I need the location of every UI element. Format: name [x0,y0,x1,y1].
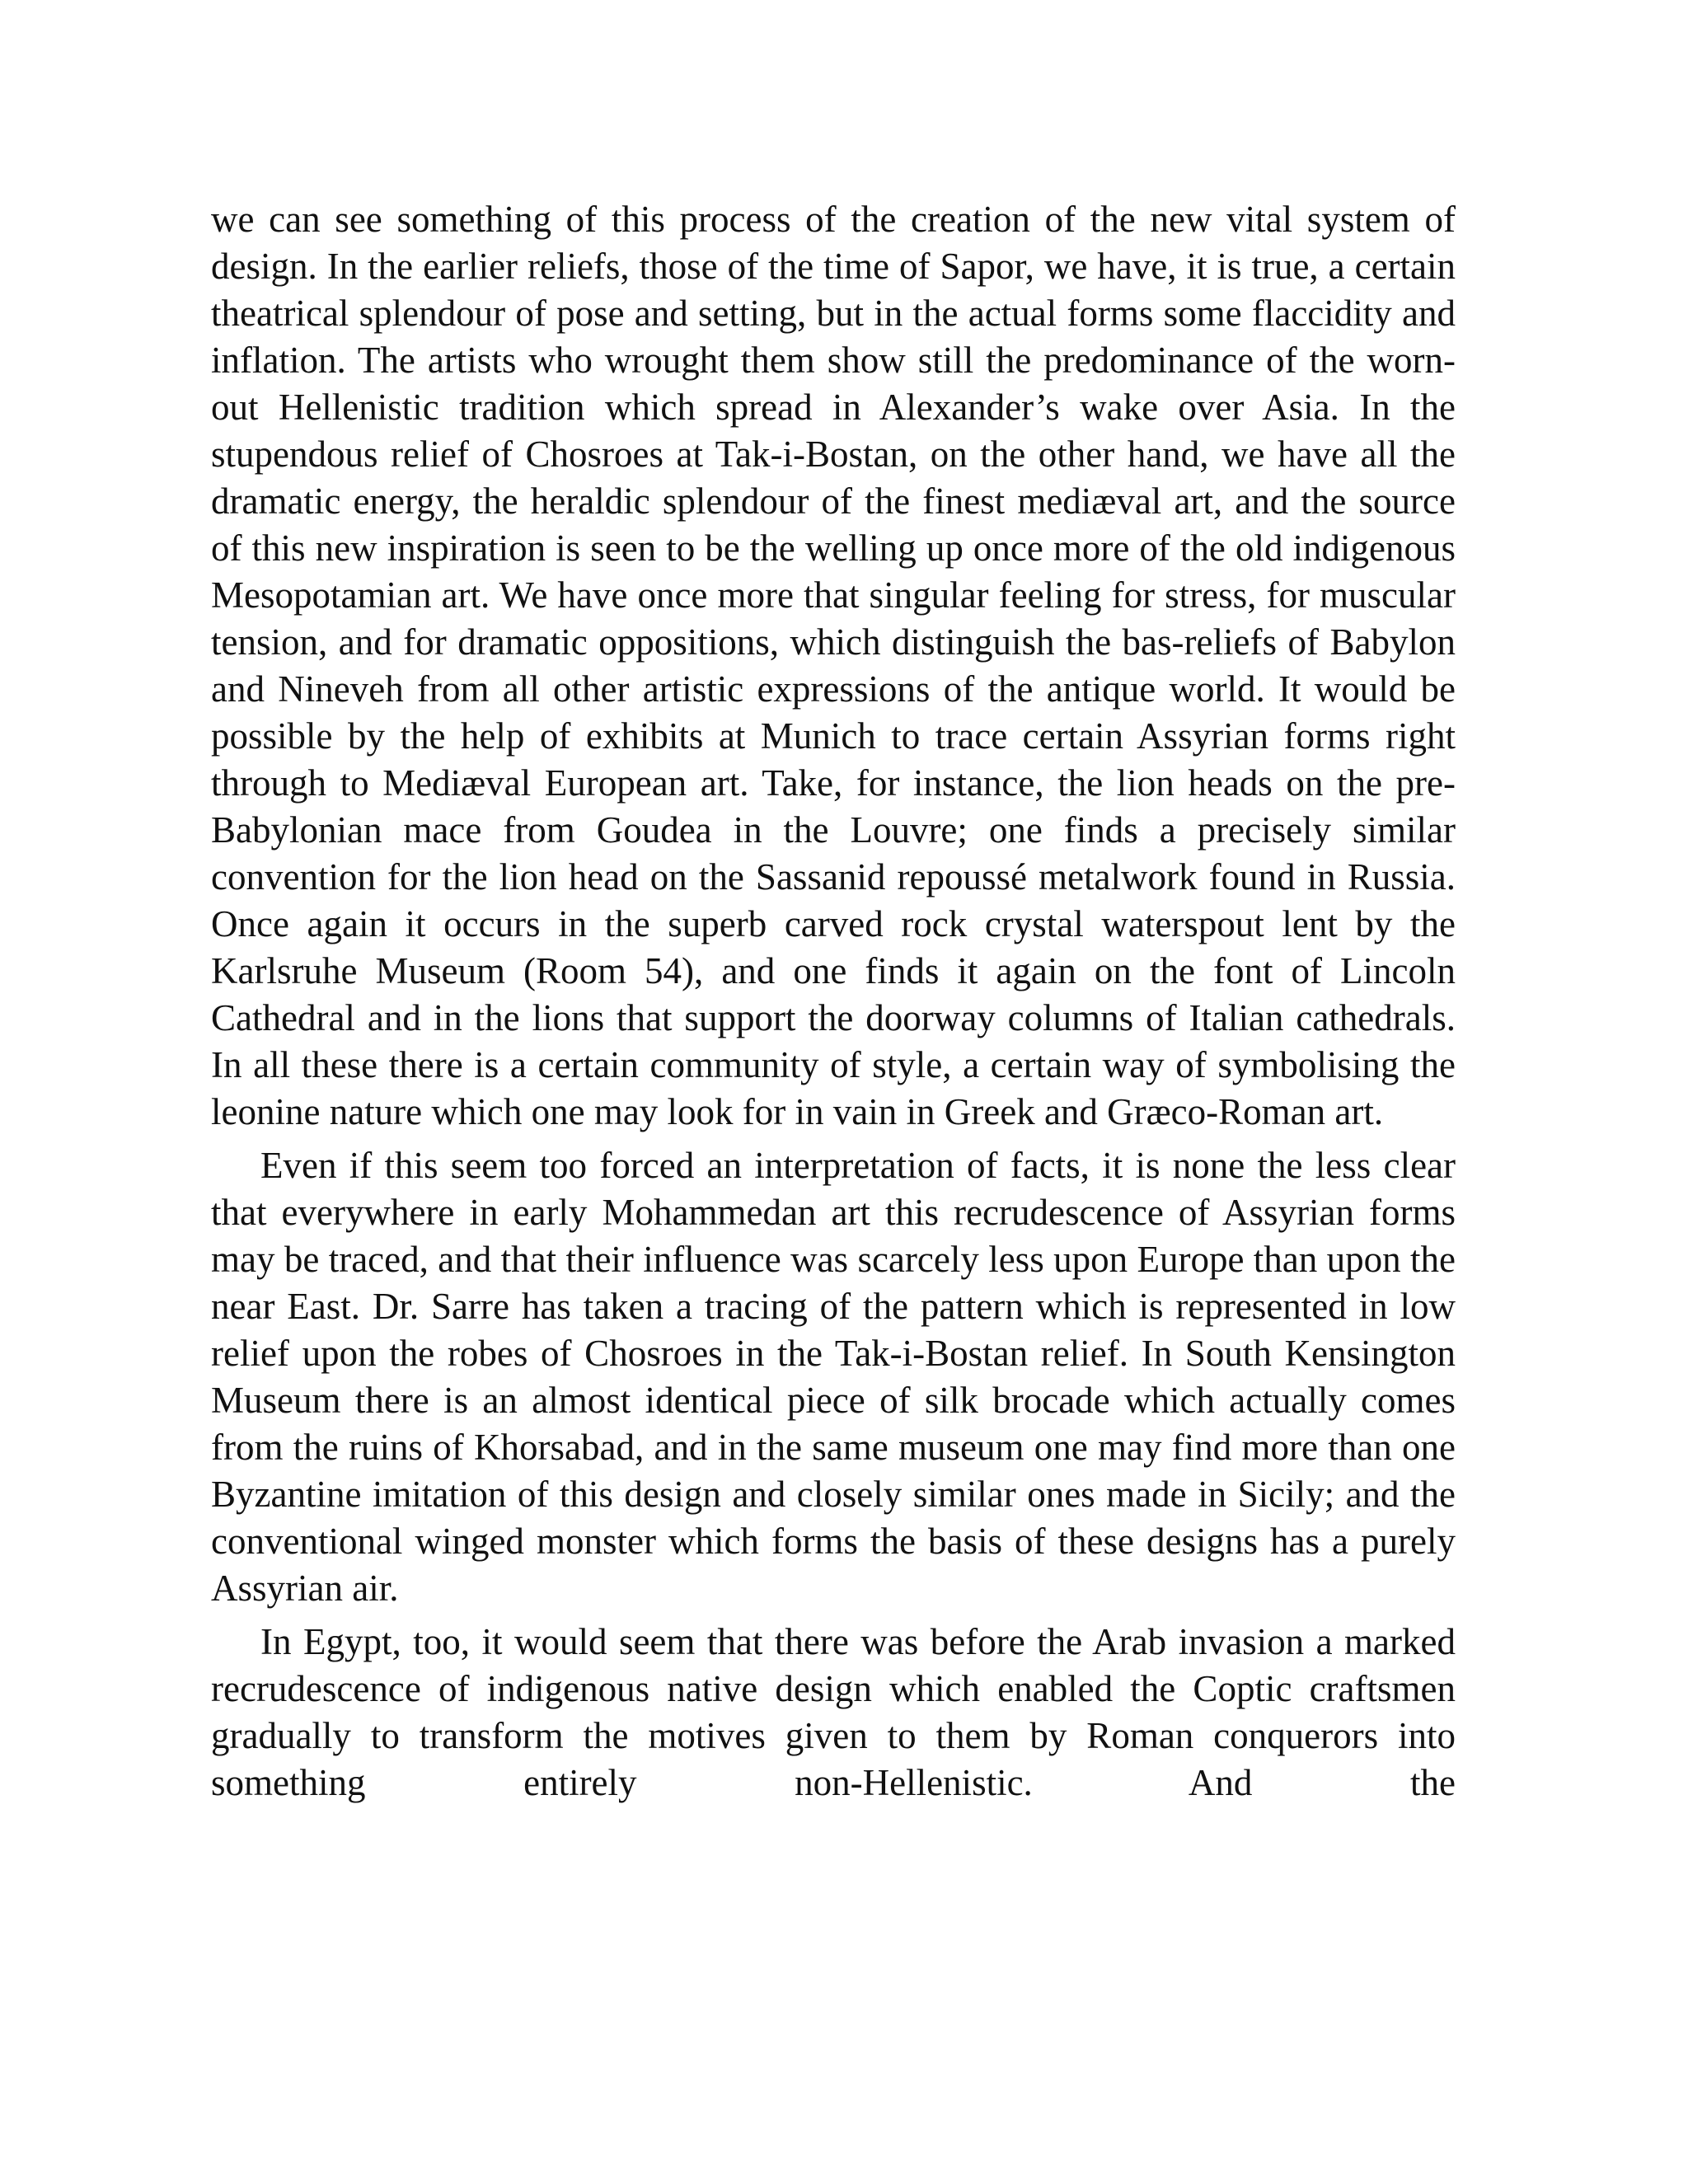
paragraph-assyrian-forms: Even if this seem too forced an interpretation of facts, it is none the less clear that everywhere in early Mohammedan art this recrudescence of Assyrian forms may be traced, and that their influence was scarcely less upon Europe than upon the near East. Dr. Sarre has taken a tracing of the pattern which is represented in low relief upon the robes of Chosroes in the Tak-i-Bostan relief. In South Kensington Museum there is an almost identical piece of silk brocade which actually comes from the ruins of Khorsabad, and in the same museum one may find more than one Byzantine imitation of this design and closely similar ones made in Sicily; and the conventional winged monster which forms the basis of these designs has a purely Assyrian air. [211,1145,1456,1609]
paragraph-continuation: we can see something of this process of the creation of the new vital system of design. In the earlier reliefs, those of the time of Sapor, we have, it is true, a certain theatrical splendour of pose and setting, but in the actual forms some flaccidity and inflation. The artists who wrought them show still the predominance of the worn-out Hellenistic tradition which spread in Alexander’s wake over Asia. In the stupendous relief of Chosroes at Tak-i-Bostan, on the other hand, we have all the dramatic energy, the heraldic splendour of the finest mediæval art, and the source of this new inspiration is seen to be the welling up once more of the old indigenous Mesopotamian art. We have once more that singular feeling for stress, for muscular tension, and for dramatic oppositions, which distinguish the bas-reliefs of Babylon and Nineveh from all other artistic expressions of the antique world. It would be possible by the help of exhibits at Munich to trace certain Assyrian forms right through to Mediæval European art. Take, for instance, the lion heads on the pre-Babylonian mace from Goudea in the Louvre; one finds a precisely similar convention for the lion head on the Sassanid repoussé metalwork found in Russia. Once again it occurs in the superb carved rock crystal waterspout lent by the Karlsruhe Museum (Room 54), and one finds it again on the font of Lincoln Cathedral and in the lions that support the doorway columns of Italian cathedrals. In all these there is a certain community of style, a certain way of symbolising the leonine nature which one may look for in vain in Greek and Græco-Roman art. [211,199,1456,1132]
body-text [211,196,1456,1807]
paragraph-egypt: In Egypt, too, it would seem that there was before the Arab invasion a marked recrudescence of indigenous native design which enabled the Coptic craftsmen gradually to transform the motives given to them by Roman conquerors into something entirely non-Hellenistic. And the [211,1621,1456,1803]
